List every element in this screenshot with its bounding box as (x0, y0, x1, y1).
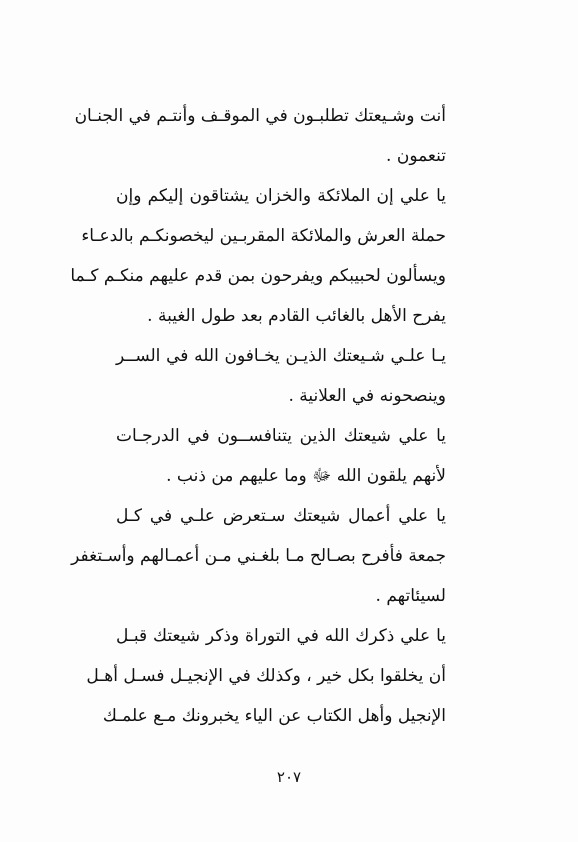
text-line: تنعمون . (386, 146, 446, 166)
text-line: يفرح الأهل بالغائب القادم بعد طول الغيبة . (147, 306, 446, 326)
text-line: يا علي شيعتك الذين يتنافســون في الدرجـات (116, 426, 446, 446)
text-line: يـا علـي شـيعتك الذيـن يخـافون الله في الســر (116, 346, 446, 366)
body-text (70, 96, 446, 736)
text-line: أن يخلقوا بكل خير ، وكذلك في الإنجيـل فسـل أهـل (86, 666, 446, 686)
text-line: يا علي ذكرك الله في التوراة وذكر شيعتك قبـل (116, 626, 446, 646)
text-line: أنت وشـيعتك تطلبـون في الموقـف وأنتـم في الجنـان (74, 106, 446, 126)
text-line: ويسألون لحبيبكم ويفرحون بمن قدم عليهم منكـم كـما (70, 266, 446, 286)
text-line: حملة العرش والملائكة المقربـين ليخصونكـم بالدعـاء (81, 226, 446, 246)
text-line: الإنجيل وأهل الكتاب عن الياء يخبرونك مـع علمـك (102, 706, 446, 726)
text-line: جمعة فأفرح بصـالح مـا بلغـني مـن أعمـالهم وأسـتغفر (71, 546, 446, 566)
text-line: لأنهم يلقون الله ﷻ وما عليهم من ذنب . (166, 466, 446, 486)
text-line: وينصحونه في العلانية . (288, 386, 446, 406)
text-line: لسيئاتهم . (375, 586, 446, 606)
text-line: يا علي إن الملائكة والخزان يشتاقون إليكم وإن (116, 186, 446, 206)
text-line: يا علي أعمال شيعتك سـتعرض علـي في كـل (116, 506, 446, 526)
page-number: ٢٠٧ (276, 768, 302, 786)
